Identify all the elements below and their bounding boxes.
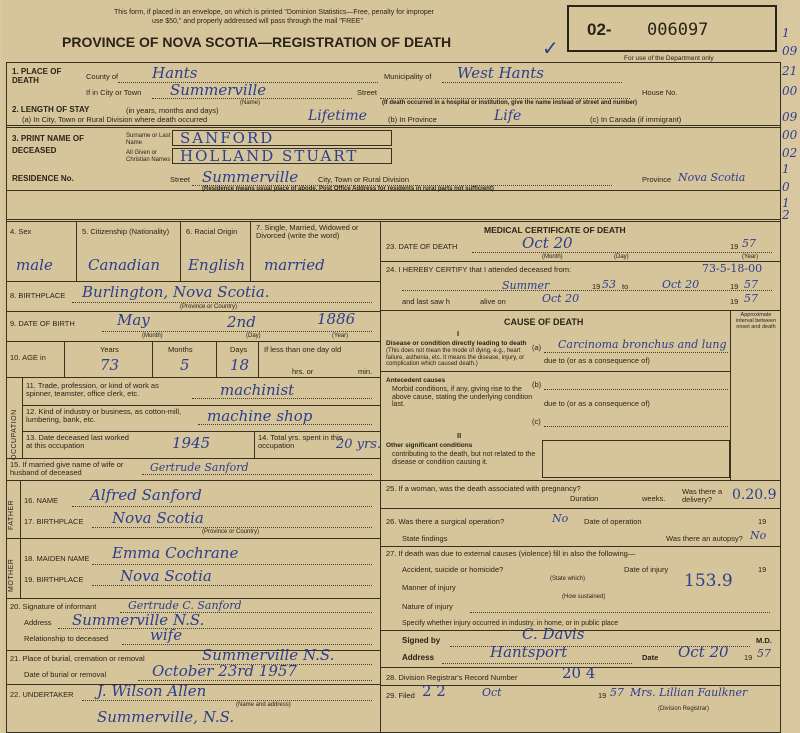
total-years-value: 20 yrs. bbox=[336, 437, 382, 452]
doctor-address-label: Address bbox=[402, 653, 435, 662]
maiden-line bbox=[92, 564, 372, 565]
rule-after-25 bbox=[380, 508, 780, 509]
center-divider bbox=[380, 221, 381, 733]
state-findings-label: State findings bbox=[402, 534, 448, 543]
burial-place-label: 21. Place of burial, cremation or removal bbox=[10, 654, 145, 663]
doctor-date-value: Oct 20 bbox=[678, 643, 729, 661]
relationship-value: wife bbox=[150, 626, 183, 644]
dod-line bbox=[472, 252, 772, 253]
doctor-address-value: Hantsport bbox=[490, 643, 568, 661]
rule-after-industry bbox=[22, 431, 380, 432]
mother-name-value: Emma Cochrane bbox=[112, 544, 239, 562]
citizenship-label: 5. Citizenship (Nationality) bbox=[82, 227, 170, 236]
residence-street-value: Summerville bbox=[202, 168, 299, 186]
father-birthplace-line bbox=[92, 527, 372, 528]
alive-on-value: Oct 20 bbox=[542, 292, 580, 305]
mail-notice-line-2: use $50," and properly addressed will pass through the mail "FREE" bbox=[152, 18, 363, 25]
burial-date-line bbox=[138, 680, 372, 681]
racial-value: English bbox=[188, 256, 246, 274]
county-value: Hants bbox=[152, 64, 198, 82]
burial-date-label: Date of burial or removal bbox=[24, 670, 107, 679]
mail-notice-line-1: This form, if placed in an envelope, on which is printed "Dominion Statistics—Free, penalty for improper bbox=[114, 9, 434, 16]
place-of-death-label: 1. PLACE OF DEATH bbox=[12, 67, 62, 85]
age-months-value: 5 bbox=[180, 356, 190, 374]
certify-label: 24. I HEREBY CERTIFY that I attended deceased from: bbox=[386, 265, 572, 274]
street-label: Street bbox=[357, 88, 378, 97]
father-birthplace-value: Nova Scotia bbox=[112, 509, 204, 527]
external-causes-label: 27. If death was due to external causes (violence) fill in also the following— bbox=[386, 549, 636, 558]
rule-before-cause bbox=[380, 310, 780, 311]
min-label: min. bbox=[358, 367, 373, 376]
marital-label: 7. Single, Married, Widowed or Divorced (write the word) bbox=[256, 223, 359, 241]
dob-day: 2nd bbox=[227, 313, 256, 331]
undertaker-value: J. Wilson Allen bbox=[97, 682, 207, 700]
parents-side-rule bbox=[20, 481, 21, 598]
father-name-label: 16. NAME bbox=[24, 496, 59, 505]
how-sustained-sublabel: (How sustained) bbox=[562, 594, 606, 600]
surgery-label: 26. Was there a surgical operation? bbox=[386, 517, 505, 526]
age-div-1 bbox=[152, 342, 153, 377]
other-conditions-box bbox=[542, 440, 730, 478]
filed-year: 57 bbox=[610, 686, 624, 699]
mother-birthplace-value: Nova Scotia bbox=[120, 567, 212, 585]
stay-c-label: (c) In Canada (if immigrant) bbox=[590, 115, 682, 124]
rule-after-spouse bbox=[6, 480, 380, 481]
undertaker-label: 22. UNDERTAKER bbox=[10, 690, 74, 699]
roman-one: I bbox=[457, 329, 460, 338]
operation-19: 19 bbox=[758, 517, 767, 526]
informant-address-label: Address bbox=[24, 618, 52, 627]
county-label: County of bbox=[86, 72, 119, 81]
attended-19-b: 19 bbox=[730, 282, 739, 291]
approx-interval-label: Approximate interval between onset and death bbox=[735, 312, 777, 331]
dob-day-sublabel: (Day) bbox=[246, 333, 261, 339]
rule-after-father bbox=[6, 538, 380, 539]
rule-after-trade bbox=[22, 405, 380, 406]
surname-label: Surname or Last Name bbox=[126, 133, 171, 146]
mother-birthplace-label: 19. BIRTHPLACE bbox=[24, 575, 84, 584]
hrs-label: hrs. or bbox=[292, 367, 314, 376]
nature-line bbox=[470, 612, 770, 613]
pregnancy-code: 0.20.9 bbox=[732, 487, 777, 503]
margin-code-11: 2 bbox=[782, 208, 790, 222]
informant-address-value: Summerville N.S. bbox=[72, 611, 205, 629]
registrar-sublabel: (Division Registrar) bbox=[658, 706, 710, 712]
father-name-value: Alfred Sanford bbox=[90, 486, 202, 504]
length-of-stay-subtitle: (in years, months and days) bbox=[126, 106, 219, 115]
signed-by-label: Signed by bbox=[402, 636, 441, 645]
birthplace-label: 8. BIRTHPLACE bbox=[10, 291, 66, 300]
doctor-date-year: 57 bbox=[757, 647, 771, 660]
occupation-side-rule bbox=[22, 378, 23, 458]
reg-prefix: 02- bbox=[587, 20, 612, 39]
age-years-value: 73 bbox=[100, 356, 120, 374]
attended-line bbox=[402, 290, 772, 291]
attended-to-value: Oct 20 bbox=[662, 278, 700, 291]
attended-to-year: 57 bbox=[744, 278, 758, 291]
cause-b-marker: (b) bbox=[532, 380, 542, 389]
reg-number: 006097 bbox=[647, 20, 709, 40]
informant-sig-value: Gertrude C. Sanford bbox=[128, 599, 242, 612]
rule-after-personal bbox=[6, 281, 380, 282]
street-line bbox=[380, 98, 630, 99]
record-number-value: 20 4 bbox=[562, 664, 596, 682]
filed-day: 2 2 bbox=[422, 682, 446, 700]
margin-code-9: 0 bbox=[782, 180, 790, 194]
spouse-value: Gertrude Sanford bbox=[150, 461, 249, 474]
municipality-label: Municipality of bbox=[384, 72, 432, 81]
attended-from-value: Summer bbox=[502, 279, 550, 292]
duration-label: Duration bbox=[570, 494, 599, 503]
hospital-note: (If death occurred in a hospital or institution, give the name instead of street and number) bbox=[382, 100, 638, 106]
father-name-line bbox=[72, 506, 372, 507]
specify-label: Specify whether injury occurred in industry, in home, or in public place bbox=[402, 620, 619, 627]
residence-street-label: Street bbox=[170, 175, 191, 184]
attended-19-a: 19 bbox=[592, 282, 601, 291]
approx-divider bbox=[730, 310, 731, 480]
sex-value: male bbox=[16, 256, 53, 274]
age-code-value: 73-5-18-00 bbox=[702, 262, 763, 275]
dod-year-value: 57 bbox=[742, 237, 756, 250]
filed-19: 19 bbox=[598, 691, 607, 700]
spouse-line bbox=[142, 474, 372, 475]
date-of-death-label: 23. DATE OF DEATH bbox=[386, 242, 458, 251]
relationship-label: Relationship to deceased bbox=[24, 634, 109, 643]
print-name-label: 3. PRINT NAME OF DECEASED bbox=[12, 134, 85, 155]
manner-label: Manner of injury bbox=[402, 583, 456, 592]
autopsy-label: Was there an autopsy? bbox=[666, 534, 743, 543]
doctor-date-label: Date bbox=[642, 653, 659, 662]
margin-code-3: 21 bbox=[782, 64, 798, 78]
rule-after-dob bbox=[6, 341, 380, 342]
dod-month-sublabel: (Month) bbox=[542, 254, 563, 260]
col-div-1 bbox=[76, 221, 77, 281]
registrar-value: Mrs. Lillian Faulkner bbox=[630, 686, 748, 699]
death-registration-form bbox=[2, 0, 798, 733]
name-sublabel: (Name) bbox=[240, 100, 261, 106]
age-div-0 bbox=[64, 342, 65, 377]
age-days-value: 18 bbox=[230, 356, 250, 374]
surname-value: SANFORD bbox=[180, 129, 275, 147]
margin-code-8: 1 bbox=[782, 162, 790, 176]
informant-sig-label: 20. Signature of informant bbox=[10, 602, 97, 611]
mother-birthplace-line bbox=[92, 585, 372, 586]
dod-month-value: Oct 20 bbox=[522, 234, 573, 252]
dob-month: May bbox=[117, 311, 150, 329]
last-saw-label: and last saw h bbox=[402, 297, 450, 306]
due-to-2: due to (or as a consequence of) bbox=[544, 399, 650, 408]
cause-a-marker: (a) bbox=[532, 343, 542, 352]
house-label: House No. bbox=[642, 88, 678, 97]
burial-date-value: October 23rd 1957 bbox=[152, 662, 297, 680]
cause-a-line bbox=[544, 352, 728, 353]
residence-label: RESIDENCE No. bbox=[12, 174, 74, 183]
margin-code-1: 1 bbox=[782, 26, 790, 40]
age-label: 10. AGE in bbox=[10, 353, 46, 362]
antecedent-note: Morbid conditions, if any, giving rise to the above cause, stating the underlying condition last. bbox=[392, 386, 533, 409]
dob-month-sublabel: (Month) bbox=[142, 333, 163, 339]
total-years-label: 14. Total yrs. spent in this occupation bbox=[258, 433, 343, 451]
undertaker-line bbox=[82, 700, 372, 701]
relationship-line bbox=[122, 644, 372, 645]
md-label: M.D. bbox=[756, 636, 772, 645]
municipality-line bbox=[442, 82, 622, 83]
stay-a-value: Lifetime bbox=[308, 108, 367, 124]
form-title: PROVINCE OF NOVA SCOTIA—REGISTRATION OF DEATH bbox=[62, 34, 452, 50]
due-to-1: due to (or as a consequence of) bbox=[544, 356, 650, 365]
attended-from-year: 53 bbox=[602, 278, 616, 291]
months-label: Months bbox=[168, 345, 193, 354]
residence-province-value: Nova Scotia bbox=[678, 171, 746, 184]
age-div-3 bbox=[258, 342, 259, 377]
burial-place-value: Summerville N.S. bbox=[202, 646, 335, 664]
industry-value: machine shop bbox=[207, 407, 313, 425]
direct-cause-note: (This does not mean the mode of dying, e.g., heart failure, asthenia, etc. It means the disease, injury, or complication which caused death.) bbox=[386, 348, 525, 368]
rule-after-cause bbox=[380, 480, 780, 481]
cause-c-line bbox=[544, 426, 728, 427]
alive-19: 19 bbox=[730, 297, 739, 306]
alive-year: 57 bbox=[744, 292, 758, 305]
filed-month: Oct bbox=[482, 686, 502, 699]
rule-after-26 bbox=[380, 546, 780, 547]
dob-line bbox=[102, 331, 372, 332]
municipality-value: West Hants bbox=[457, 64, 544, 82]
injury-code: 153.9 bbox=[684, 571, 733, 591]
residence-province-label: Province bbox=[642, 175, 672, 184]
maiden-name-label: 18. MAIDEN NAME bbox=[24, 554, 90, 563]
rule-after-direct bbox=[380, 371, 730, 372]
pregnancy-label: 25. If a woman, was the death associated with pregnancy? bbox=[386, 484, 581, 493]
city-label: If in City or Town bbox=[86, 88, 142, 97]
record-number-label: 28. Division Registrar's Record Number bbox=[386, 673, 518, 682]
direct-cause-label: Disease or condition directly leading to death bbox=[386, 340, 527, 347]
dod-19: 19 bbox=[730, 242, 739, 251]
alive-on-label: alive on bbox=[480, 297, 506, 306]
dept-note: For use of the Department only bbox=[624, 55, 714, 62]
rule-after-stay bbox=[6, 125, 781, 128]
state-which-sublabel: (State which) bbox=[550, 576, 586, 582]
dob-year-sublabel: (Year) bbox=[332, 333, 349, 339]
trade-label: 11. Trade, profession, or kind of work as spinner, teamster, office clerk, etc. bbox=[26, 381, 159, 399]
margin-code-5: 09 bbox=[782, 110, 798, 124]
other-conditions-note: contributing to the death, but not related to the disease or condition causing it. bbox=[392, 451, 536, 466]
col-div-3 bbox=[250, 221, 251, 281]
doctor-date-19: 19 bbox=[744, 653, 753, 662]
given-names-label: All Given or Christian Names bbox=[126, 150, 171, 163]
filed-label: 29. Filed bbox=[386, 691, 415, 700]
father-birthplace-label: 17. BIRTHPLACE bbox=[24, 517, 84, 526]
surgery-value: No bbox=[552, 512, 569, 525]
roman-two: II bbox=[457, 431, 462, 440]
given-names-value: HOLLAND STUART bbox=[180, 147, 359, 165]
undertaker-address-value: Summerville, N.S. bbox=[97, 708, 235, 726]
age-div-2 bbox=[216, 342, 217, 377]
medical-cert-title: MEDICAL CERTIFICATE OF DEATH bbox=[484, 225, 626, 235]
stay-a-label: (a) In City, Town or Rural Division where death occurred bbox=[22, 115, 208, 124]
birthplace-value: Burlington, Nova Scotia. bbox=[82, 283, 270, 301]
citizenship-value: Canadian bbox=[88, 256, 161, 274]
weeks-label: weeks. bbox=[642, 494, 666, 503]
stay-b-label: (b) In Province bbox=[388, 115, 437, 124]
dod-day-sublabel: (Day) bbox=[614, 254, 629, 260]
occupation-div bbox=[254, 431, 255, 458]
cause-a-value: Carcinoma bronchus and lung bbox=[558, 338, 727, 351]
cause-b-line bbox=[544, 389, 728, 390]
mother-side-label: MOTHER bbox=[8, 558, 15, 592]
dob-label: 9. DATE OF BIRTH bbox=[10, 319, 75, 328]
years-label: Years bbox=[100, 345, 119, 354]
accident-label: Accident, suicide or homicide? bbox=[402, 565, 504, 574]
margin-code-10: 1 bbox=[782, 196, 790, 210]
birthplace-line bbox=[72, 302, 372, 303]
date-injury-label: Date of injury bbox=[624, 565, 669, 574]
spouse-label: 15. If married give name of wife or husband of deceased bbox=[10, 460, 124, 478]
residence-division-label: City, Town or Rural Division bbox=[318, 175, 409, 184]
racial-label: 6. Racial Origin bbox=[186, 227, 238, 236]
last-worked-label: 13. Date deceased last worked at this occupation bbox=[26, 433, 129, 451]
residence-note: (Residence means usual place of abode. Post Office Address for residents in rural parts not sufficient) bbox=[202, 186, 494, 192]
other-conditions-label: Other significant conditions bbox=[386, 442, 473, 449]
father-side-label: FATHER bbox=[8, 499, 15, 530]
length-of-stay-label: 2. LENGTH OF STAY bbox=[12, 105, 90, 114]
margin-code-4: 00 bbox=[782, 84, 798, 98]
autopsy-value: No bbox=[750, 529, 767, 542]
cause-of-death-title: CAUSE OF DEATH bbox=[504, 317, 584, 327]
marital-value: married bbox=[264, 256, 325, 274]
injury-19: 19 bbox=[758, 565, 767, 574]
city-value: Summerville bbox=[170, 81, 267, 99]
days-label: Days bbox=[230, 345, 248, 354]
rule-before-personal bbox=[6, 219, 781, 222]
cause-c-marker: (c) bbox=[532, 417, 541, 426]
undertaker-sublabel: (Name and address) bbox=[236, 702, 291, 708]
rule-after-age bbox=[6, 377, 380, 378]
registration-number-box bbox=[567, 5, 777, 52]
less-day-label: If less than one day old bbox=[264, 345, 342, 354]
date-operation-label: Date of operation bbox=[584, 517, 642, 526]
margin-code-7: 02 bbox=[782, 146, 798, 160]
father-prov-sublabel: (Province or Country) bbox=[202, 529, 260, 535]
dob-year: 1886 bbox=[317, 310, 356, 328]
signed-value: C. Davis bbox=[522, 625, 585, 643]
margin-code-6: 00 bbox=[782, 128, 798, 142]
stay-b-value: Life bbox=[494, 108, 522, 124]
rule-after-occupation bbox=[6, 458, 380, 459]
trade-value: machinist bbox=[220, 381, 295, 399]
sex-label: 4. Sex bbox=[10, 227, 32, 236]
attended-to-label: to bbox=[622, 282, 629, 291]
col-div-2 bbox=[180, 221, 181, 281]
margin-code-2: 09 bbox=[782, 44, 798, 58]
last-worked-value: 1945 bbox=[172, 434, 211, 452]
delivery-label: Was there a delivery? bbox=[682, 487, 723, 505]
doctor-address-line bbox=[442, 663, 632, 664]
occupation-side-label: OCCUPATION bbox=[11, 409, 18, 460]
nature-label: Nature of injury bbox=[402, 602, 453, 611]
industry-label: 12. Kind of industry or business, as cotton-mill, lumbering, bank, etc. bbox=[26, 407, 182, 425]
antecedent-label: Antecedent causes bbox=[386, 377, 446, 384]
dod-year-sublabel: (Year) bbox=[742, 254, 759, 260]
birthplace-sublabel: (Province or Country) bbox=[180, 304, 238, 310]
check-mark: ✓ bbox=[542, 36, 559, 60]
